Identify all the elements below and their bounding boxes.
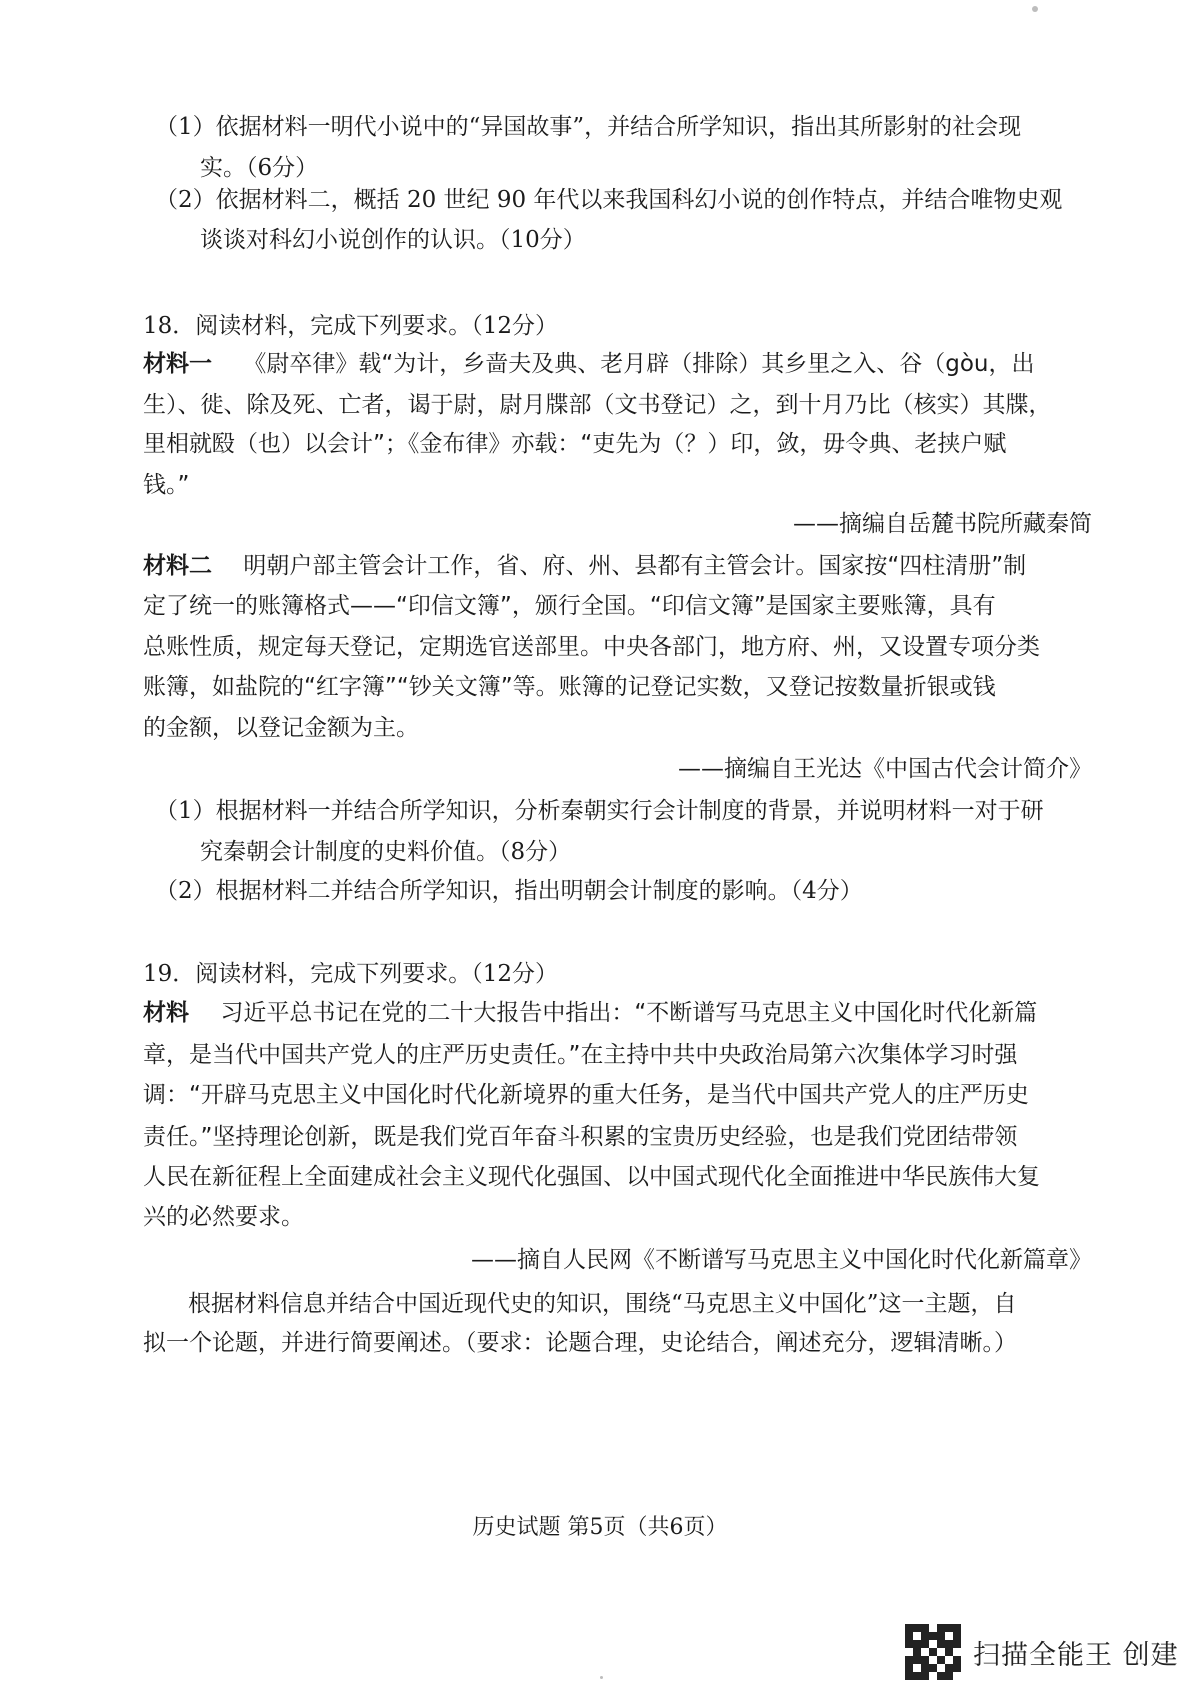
- q18-sub1-line1: （1）根据材料一并结合所学知识，分析秦朝实行会计制度的背景，并说明材料一对于研: [155, 798, 1044, 824]
- q19-task-line1: 根据材料信息并结合中国近现代史的知识，围绕“马克思主义中国化”这一主题，自: [188, 1291, 1017, 1317]
- q18-heading: 18．阅读材料，完成下列要求。（12分）: [143, 313, 559, 339]
- q19-material-source: ——摘自人民网《不断谱写马克思主义中国化时代化新篇章》: [471, 1247, 1092, 1273]
- q18-sub2-line1: （2）根据材料二并结合所学知识，指出明朝会计制度的影响。（4分）: [155, 878, 863, 904]
- q19-material-line4: 责任。”坚持理论创新，既是我们党百年奋斗积累的宝贵历史经验，也是我们党团结带领: [143, 1124, 1018, 1150]
- q18-material2-source: ——摘编自王光达《中国古代会计简介》: [678, 756, 1092, 782]
- q18-material1-text: 《尉卒律》载“为计，乡啬夫及典、老月辟（排除）其乡里之入、谷（gòu，出: [243, 351, 1035, 377]
- q18-material2-line4: 账簿，如盐院的“红字簿”“钞关文簿”等。账簿的记登记实数，又登记按数量折银或钱: [143, 674, 996, 700]
- q18-material1-line1: [143, 344, 1034, 384]
- q19-material-line2: 章，是当代中国共产党人的庄严历史责任。”在主持中共中央政治局第六次集体学习时强: [143, 1042, 1018, 1068]
- q19-heading: 19．阅读材料，完成下列要求。（12分）: [143, 961, 559, 987]
- scan-speck: [1032, 6, 1038, 12]
- q17-sub2-line2: 谈谈对科幻小说创作的认识。（10分）: [200, 227, 586, 253]
- q17-sub1-line2: 实。（6分）: [200, 155, 319, 181]
- q18-material2-label: 材料二: [143, 553, 212, 579]
- q18-material1-line2: 生）、徙、除及死、亡者，谒于尉，尉月牒部（文书登记）之，到十月乃比（核实）其牒，: [143, 392, 1052, 418]
- q18-material1-line4: 钱。”: [143, 472, 190, 498]
- qr-code-icon: [905, 1624, 961, 1680]
- scanner-watermark: [905, 1621, 1179, 1683]
- q18-material1-source: ——摘编自岳麓书院所藏秦简: [793, 511, 1092, 537]
- scan-speck: [600, 1676, 603, 1679]
- q19-material-label: 材料: [143, 1000, 189, 1026]
- q19-material-line3: 调：“开辟马克思主义中国化时代化新境界的重大任务，是当代中国共产党人的庄严历史: [143, 1082, 1029, 1108]
- q17-sub2-line1: （2）依据材料二，概括 20 世纪 90 年代以来我国科幻小说的创作特点，并结合唯物史观: [155, 187, 1063, 213]
- q18-sub1-line2: 究秦朝会计制度的史料价值。（8分）: [200, 839, 572, 865]
- watermark-text: 扫描全能王 创建: [973, 1639, 1179, 1671]
- q18-material2-text: 明朝户部主管会计工作，省、府、州、县都有主管会计。国家按“四柱清册”制: [243, 553, 1027, 579]
- q18-material2-line2: 定了统一的账簿格式——“印信文簿”，颁行全国。“印信文簿”是国家主要账簿，具有: [143, 593, 996, 619]
- q19-material-text: 习近平总书记在党的二十大报告中指出：“不断谱写马克思主义中国化时代化新篇: [220, 1000, 1038, 1026]
- q19-material-line1: [143, 993, 1037, 1033]
- q18-material1-line3: 里相就殹（也）以会计”；《金布律》亦载：“吏先为（？）印，敛，毋令典、老挟户赋: [143, 431, 1007, 457]
- q19-material-line6: 兴的必然要求。: [143, 1204, 304, 1230]
- q19-material-line5: 人民在新征程上全面建成社会主义现代化强国、以中国式现代化全面推进中华民族伟大复: [143, 1164, 1040, 1190]
- q18-material2-line1: [143, 546, 1026, 586]
- q18-material2-line5: 的金额，以登记金额为主。: [143, 715, 419, 741]
- q18-material1-label: 材料一: [143, 351, 212, 377]
- q19-task-line2: 拟一个论题，并进行简要阐述。（要求：论题合理，史论结合，阐述充分，逻辑清晰。）: [143, 1330, 1017, 1356]
- q18-material2-line3: 总账性质，规定每天登记，定期选官送部里。中央各部门，地方府、州，又设置专项分类: [143, 634, 1040, 660]
- q17-sub1-line1: （1）依据材料一明代小说中的“异国故事”，并结合所学知识，指出其所影射的社会现: [155, 114, 1022, 140]
- page-footer: 历史试题 第5页（共6页）: [472, 1515, 728, 1540]
